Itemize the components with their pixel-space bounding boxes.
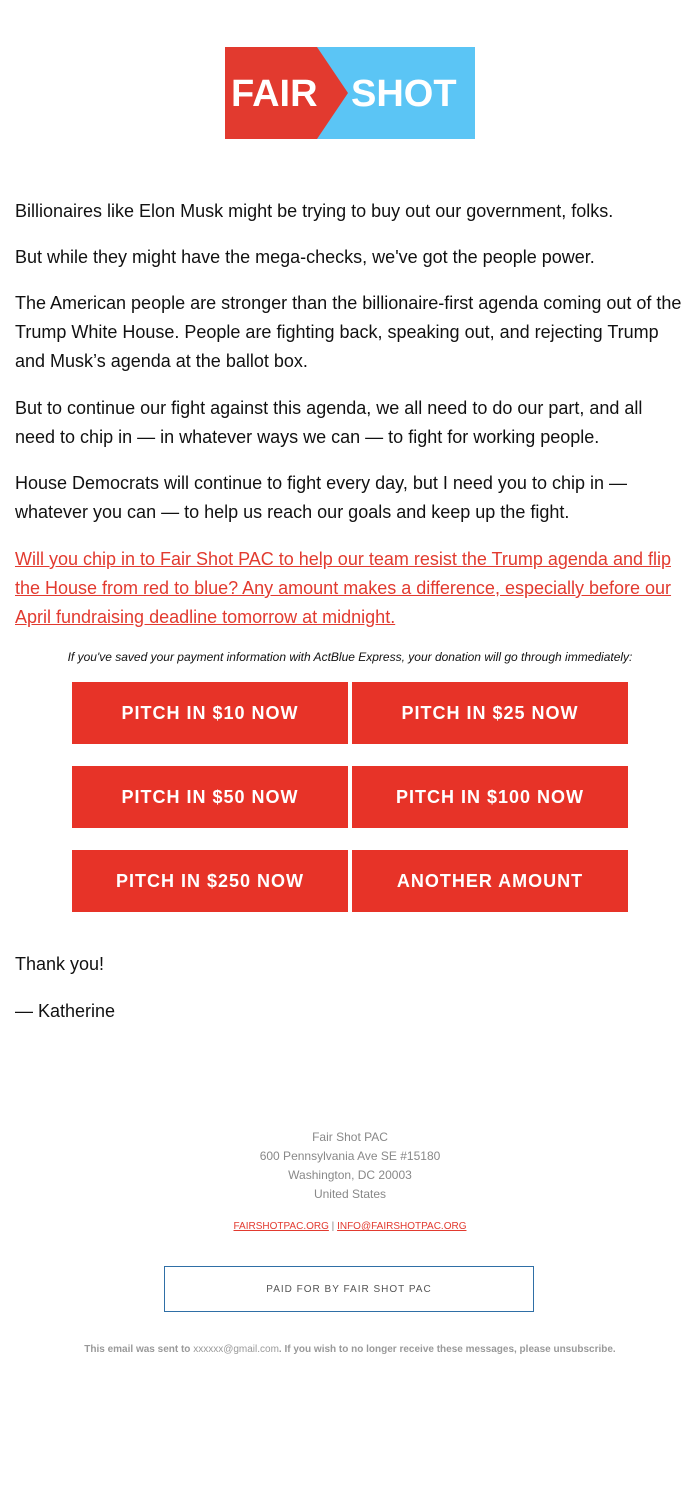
donate-link-paragraph[interactable]: Will you chip in to Fair Shot PAC to help our team resist the Trump agenda and flip the House from red to blue? Any amount makes a difference, especially before our April fundraising deadline tomorrow at midnight.: [15, 549, 672, 627]
footer-city: Washington, DC 20003: [288, 1168, 412, 1182]
another-amount-button[interactable]: ANOTHER AMOUNT: [352, 850, 628, 912]
footer-links: [0, 1221, 700, 1232]
footer-street: 600 Pennsylvania Ave SE #15180: [259, 1149, 441, 1163]
footer-address: [0, 1128, 700, 1204]
paragraph-house-democrats: House Democrats will continue to fight every day, but I need you to chip in — whatever you can — to help us reach our goals and keep up the fight.: [15, 473, 627, 522]
pitch-in-10-button[interactable]: PITCH IN $10 NOW: [72, 682, 348, 744]
fair-shot-logo: [225, 47, 475, 139]
signature: — Katherine: [15, 1001, 116, 1021]
paragraph-american-people: The American people are stronger than the billionaire-first agenda coming out of the Trump White House. People are fighting back, speaking out, and rejecting Trump and Musk’s agenda at the ballot box.: [15, 293, 682, 371]
logo-word-shot: SHOT: [351, 73, 457, 115]
pitch-in-50-button[interactable]: PITCH IN $50 NOW: [72, 766, 348, 828]
logo-word-fair: FAIR: [231, 73, 318, 115]
pitch-in-100-button[interactable]: PITCH IN $100 NOW: [352, 766, 628, 828]
sent-prefix: This email was sent to: [84, 1344, 191, 1355]
actblue-express-note: If you've saved your payment information with ActBlue Express, your donation will go through immediately:: [67, 650, 633, 664]
pitch-in-250-button[interactable]: PITCH IN $250 NOW: [72, 850, 348, 912]
paragraph-intro: Billionaires like Elon Musk might be trying to buy out our government, folks.: [15, 201, 614, 221]
footer-country: United States: [313, 1187, 387, 1201]
thank-you-text: Thank you!: [15, 954, 105, 974]
link-separator: |: [331, 1221, 335, 1232]
footer-org: Fair Shot PAC: [312, 1130, 388, 1144]
paid-for-disclaimer: PAID FOR BY FAIR SHOT PAC: [164, 1266, 534, 1312]
paragraph-people-power: But while they might have the mega-checks, we've got the people power.: [15, 247, 595, 267]
pitch-in-25-button[interactable]: PITCH IN $25 NOW: [352, 682, 628, 744]
sent-suffix[interactable]: . If you wish to no longer receive these messages, please unsubscribe.: [278, 1344, 616, 1355]
paragraph-continue-fight: But to continue our fight against this agenda, we all need to do our part, and all need to chip in — in whatever ways we can — to fight for working people.: [15, 398, 643, 447]
website-link[interactable]: FAIRSHOTPAC.ORG: [233, 1221, 329, 1232]
unsubscribe-notice: [0, 1344, 700, 1355]
recipient-email: xxxxxx@gmail.com: [193, 1344, 279, 1355]
email-link[interactable]: INFO@FAIRSHOTPAC.ORG: [337, 1221, 467, 1232]
